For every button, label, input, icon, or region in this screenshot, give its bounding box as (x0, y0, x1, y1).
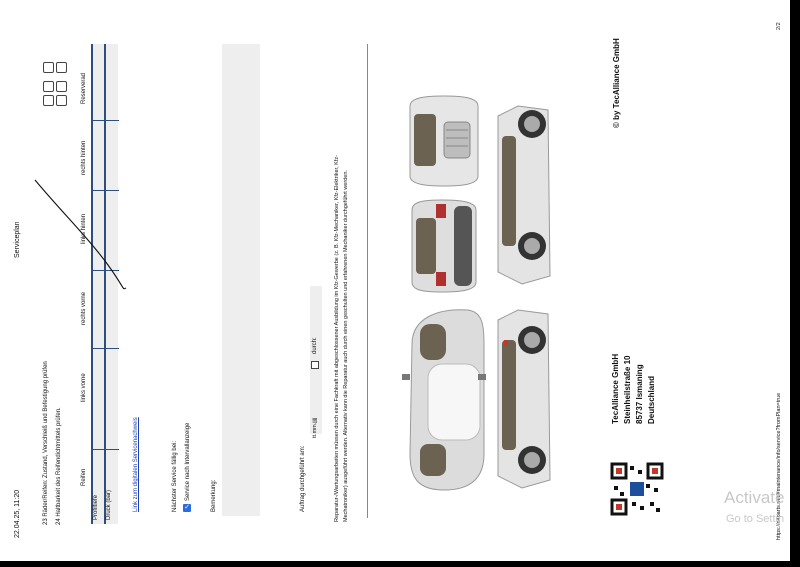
task-23-checkbox-a[interactable] (43, 62, 54, 73)
print-datetime: 22.04.25, 11:20 (14, 489, 21, 538)
car-front-view (402, 92, 484, 190)
car-side-view-right (488, 96, 558, 292)
remarks-label: Bemerkung: (211, 479, 217, 512)
next-service-option: Service nach Intervallanzeige (185, 422, 191, 501)
task-24: 24 Haltbarkeit des Reifendichtmittels prüfen. (56, 407, 62, 525)
order-field[interactable] (310, 286, 322, 434)
tire-header-rechts-hinten: rechts hinten (81, 140, 87, 175)
footer-url[interactable]: https://n4parts.net/#maintenance/info/service?fromPlan=true (776, 392, 782, 540)
disclaimer-line-1: Reparatur-/Wartungsarbeiten müssen durch eine Fachkraft mit abgeschlossener Ausbildung im Kfz-Gewerbe (z. B. Kfz-Mechaniker, Kfz-Elektriker, Kfz- (334, 155, 340, 522)
page-number: 2/2 (776, 22, 782, 30)
tire-header-rechts-vorne: rechts vorne (81, 291, 87, 325)
tire-header-links-vorne: links vorne (81, 373, 87, 402)
disclaimer-line-2: Mechatroniker) ausgeführt werden. Alternativ kann die Reparatur auch durch einen geschulten und erfahrenen Mechaniker durchgeführt werden. (343, 170, 349, 522)
car-top-view (398, 304, 488, 496)
page-title: Serviceplan (14, 221, 21, 258)
remarks-field[interactable] (222, 44, 260, 516)
by-label: durch: (312, 337, 318, 354)
windows-activate-watermark: Activate (724, 488, 785, 507)
tire-row-profiltiefe: Profiltiefe (93, 494, 99, 520)
checkbox-checked-icon[interactable]: ✓ (184, 504, 190, 511)
tire-header-reserverad: Reserverad (81, 72, 87, 104)
pen-stroke (30, 170, 140, 300)
task-23: 23 Räder/Reifen: Zustand, Verschleiß und Befestigung prüfen (43, 361, 49, 525)
company-street: Steinheilstraße 10 (623, 355, 632, 424)
windows-activate-hint: Go to Settin (726, 513, 785, 525)
copyright: © by TecAlliance GmbH (612, 38, 621, 128)
company-name: TecAlliance GmbH (611, 353, 620, 424)
divider (367, 44, 368, 518)
tire-row-druck: Druck (bar) (106, 489, 112, 520)
date-input[interactable]: tt.mm.jjjj (312, 417, 318, 438)
tire-header-reifen: Reifen (81, 468, 87, 486)
next-service-label: Nächster Service fällig bei: (172, 440, 178, 512)
calendar-icon[interactable] (311, 361, 319, 369)
task-23-checkbox-b[interactable] (56, 62, 67, 73)
task-24-checkbox-b[interactable] (56, 81, 67, 92)
qr-code (610, 462, 664, 516)
company-city: 85737 Ismaning (635, 364, 644, 424)
task-24-checkbox-a[interactable] (43, 81, 54, 92)
task-24-checkbox-c[interactable] (56, 95, 67, 106)
digital-service-link[interactable]: Link zum digitalen Servicenachweis (133, 417, 139, 512)
car-rear-view (402, 196, 482, 296)
company-country: Deutschland (647, 375, 656, 424)
tire-header-links-hinten: links hinten (81, 213, 87, 244)
task-23-checkbox-c[interactable] (43, 95, 54, 106)
order-done-label: Auftrag durchgeführt am: (300, 445, 306, 512)
car-side-view-left (488, 300, 558, 496)
